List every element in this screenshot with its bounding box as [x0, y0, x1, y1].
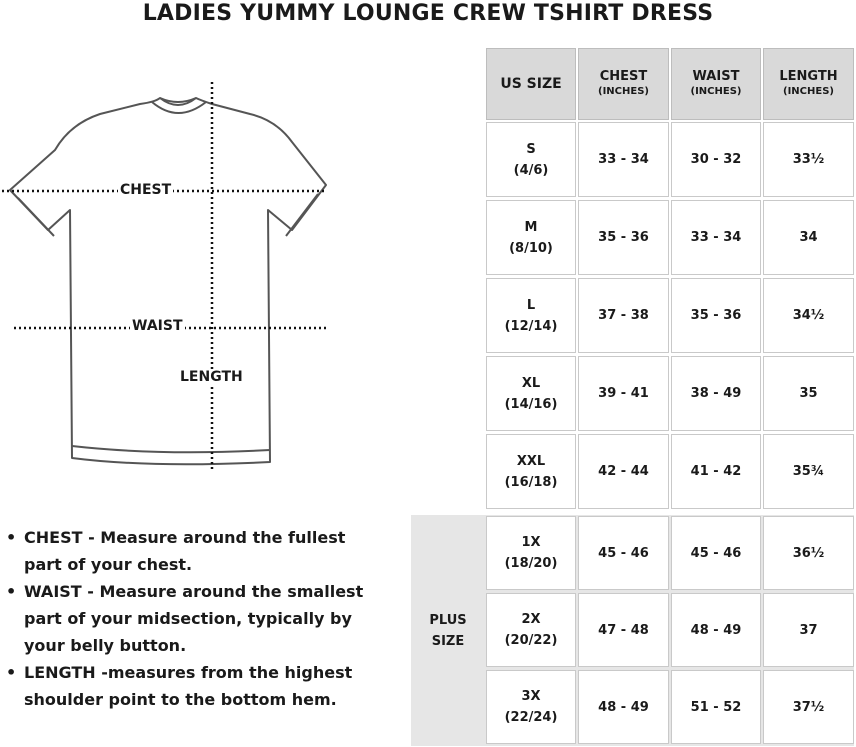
row-length-cell: 37 [763, 593, 854, 667]
row-waist-cell: 41 - 42 [671, 434, 761, 509]
size-numeric: (8/10) [509, 240, 553, 256]
size-numeric: (20/22) [504, 633, 558, 648]
note-waist: • WAIST - Measure around the smallest part of your midsection, typically by your belly button. [6, 578, 366, 659]
size-numeric: (4/6) [513, 162, 549, 178]
length-label: LENGTH [180, 369, 243, 385]
row-chest-cell: 42 - 44 [578, 434, 669, 509]
row-size-cell [486, 278, 576, 353]
row-length-cell: 37½ [763, 670, 854, 744]
row-waist-cell: 38 - 49 [671, 356, 761, 431]
tshirt-diagram [0, 70, 340, 480]
size-numeric: (14/16) [504, 396, 558, 412]
page-title: LADIES YUMMY LOUNGE CREW TSHIRT DRESS [142, 1, 714, 26]
row-length-cell: 36½ [763, 516, 854, 590]
size-code: M [524, 219, 538, 235]
row-size-cell [486, 670, 576, 744]
size-code: S [526, 141, 536, 157]
row-size-cell [486, 434, 576, 509]
row-waist-cell: 48 - 49 [671, 593, 761, 667]
size-numeric: (12/14) [504, 318, 558, 334]
size-code: 2X [521, 612, 541, 627]
row-length-cell: 33½ [763, 122, 854, 197]
row-size-cell [486, 200, 576, 275]
row-length-cell: 35 [763, 356, 854, 431]
header-length: LENGTH (INCHES) [763, 48, 854, 120]
row-chest-cell: 47 - 48 [578, 593, 669, 667]
row-size-cell [486, 593, 576, 667]
waist-label: WAIST [132, 318, 183, 334]
header-waist: WAIST (INCHES) [671, 48, 761, 120]
size-code: XL [521, 375, 541, 391]
row-waist-cell: 45 - 46 [671, 516, 761, 590]
row-chest-cell: 48 - 49 [578, 670, 669, 744]
header-us-size: US SIZE [486, 48, 576, 120]
row-size-cell [486, 122, 576, 197]
size-numeric: (18/20) [504, 556, 558, 571]
size-code: 1X [521, 535, 541, 550]
row-chest-cell: 45 - 46 [578, 516, 669, 590]
size-code: 3X [521, 689, 541, 704]
row-waist-cell: 33 - 34 [671, 200, 761, 275]
size-numeric: (16/18) [504, 474, 558, 490]
row-waist-cell: 30 - 32 [671, 122, 761, 197]
row-chest-cell: 35 - 36 [578, 200, 669, 275]
plus-size-label: PLUS SIZE [411, 515, 485, 746]
row-waist-cell: 51 - 52 [671, 670, 761, 744]
row-chest-cell: 33 - 34 [578, 122, 669, 197]
size-code: L [526, 297, 536, 313]
chest-label: CHEST [120, 182, 172, 198]
row-length-cell: 34½ [763, 278, 854, 353]
size-numeric: (22/24) [504, 710, 558, 725]
note-chest: • CHEST - Measure around the fullest part of your chest. [6, 524, 366, 578]
tshirt-outline-icon [0, 70, 340, 480]
row-chest-cell: 37 - 38 [578, 278, 669, 353]
row-size-cell [486, 516, 576, 590]
row-size-cell [486, 356, 576, 431]
row-length-cell: 34 [763, 200, 854, 275]
note-length: • LENGTH -measures from the highest shoulder point to the bottom hem. [6, 659, 366, 713]
row-chest-cell: 39 - 41 [578, 356, 669, 431]
size-code: XXL [516, 453, 546, 469]
row-waist-cell: 35 - 36 [671, 278, 761, 353]
header-chest: CHEST (INCHES) [578, 48, 669, 120]
measurement-notes [6, 524, 366, 713]
row-length-cell: 35¾ [763, 434, 854, 509]
